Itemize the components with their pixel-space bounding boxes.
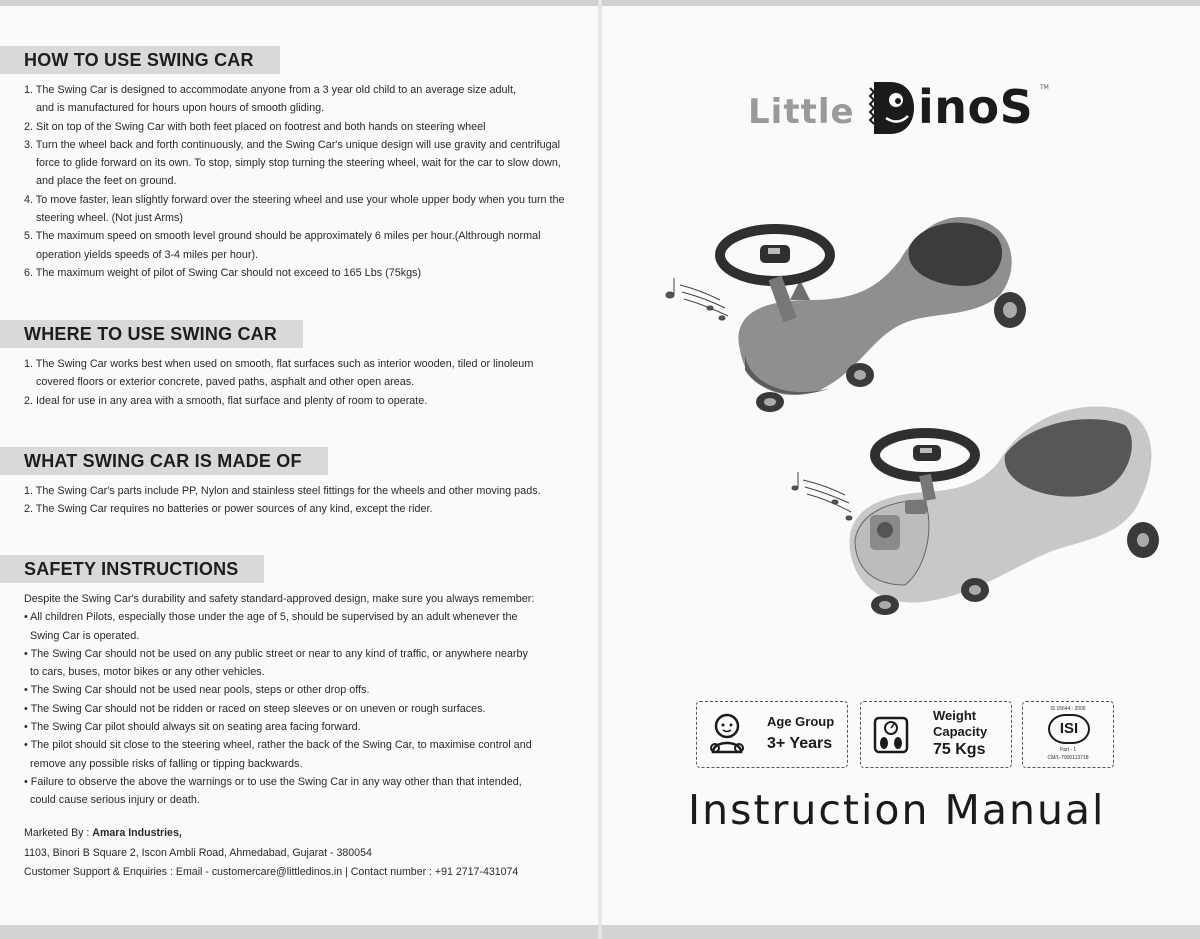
list-item-continuation: covered floors or exterior concrete, paved paths, asphalt and other open areas. [36,376,415,389]
section-heading: HOW TO USE SWING CAR [0,46,280,74]
list-item: • All children Pilots, especially those under the age of 5, should be supervised by an adult whenever the [24,611,518,624]
marketed-label: Marketed By : [24,827,93,839]
instruction-list [24,482,541,519]
logo-inos-text: inoS [918,80,1034,134]
top-edge-left [0,0,598,6]
dino-head-icon [868,78,916,138]
list-item-continuation: remove any possible risks of falling or tipping backwards. [30,757,303,770]
isi-mark: ISI [1048,714,1090,744]
list-item-continuation: steering wheel. (Not just Arms) [36,212,184,225]
weight-label-line2: Capacity [933,724,988,739]
list-item: 4. To move faster, lean slightly forward over the steering wheel and use your whole upper body when you turn the [24,193,565,206]
weight-label-line1: Weight [933,708,977,723]
isi-part: Part - 1 [1059,747,1077,753]
section-heading: SAFETY INSTRUCTIONS [0,555,264,583]
company-name: Amara Industries, [92,827,182,839]
isi-licence-number: CM/L-7900113718 [1047,755,1089,761]
customer-support: Customer Support & Enquiries : Email - customercare@littledinos.in | Contact number : +91 2717-431074 [24,866,519,879]
list-item: 5. The maximum speed on smooth level ground should be approximately 6 miles per hour.(Althrough normal [24,230,541,243]
instruction-list [24,81,565,282]
list-item: 1. The Swing Car works best when used on smooth, flat surfaces such as interior wooden, tiled or linoleum [24,358,534,370]
list-item-continuation: Swing Car is operated. [30,629,140,642]
list-item-continuation: operation yields speeds of 3-4 miles per hour). [36,248,259,261]
list-item: 3. Turn the wheel back and forth continuously, and the Swing Car's unique design will use gravity and centrifugal [24,138,561,151]
list-item-continuation: and is manufactured for hours upon hours of smooth gliding. [36,102,325,115]
section-heading: WHAT SWING CAR IS MADE OF [0,447,328,475]
age-group-badge [696,701,848,768]
marketed-by-line [24,824,518,844]
list-item: 1. The Swing Car's parts include PP, Nylon and stainless steel fittings for the wheels and other moving pads. [24,485,541,497]
age-group-label: Age Group [767,714,835,729]
list-item: 2. Sit on top of the Swing Car with both feet placed on footrest and both hands on steering wheel [24,120,486,133]
how-to-use-section [0,46,565,282]
list-item: • The Swing Car should not be used on any public street or near to any kind of traffic, or anywhere nearby [24,647,528,660]
weight-capacity-value: 75 Kgs [933,741,986,758]
weighing-scale-icon [871,712,911,756]
safety-section [0,555,534,810]
baby-icon [707,712,747,756]
list-item: • The Swing Car should not be ridden or raced on steep sleeves or on uneven or rough surfaces. [24,702,486,715]
swing-car-illustration-front [785,400,1175,620]
manual-title: Instruction Manual [688,786,1106,834]
list-item-continuation: and place the feet on ground. [36,175,177,188]
list-item-continuation: could cause serious injury or death. [30,794,200,807]
weight-capacity-badge [860,701,1012,768]
page-fold [598,0,602,939]
list-item: 2. Ideal for use in any area with a smooth, flat surface and plenty of room to operate. [24,394,428,407]
trademark-mark: TM [1040,84,1049,91]
list-item: 2. The Swing Car requires no batteries or power sources of any kind, except the rider. [24,503,433,516]
list-item: Despite the Swing Car's durability and safety standard-approved design, make sure you always remember: [24,593,535,605]
instruction-list [24,590,534,810]
logo-little-text: Little [748,92,855,132]
bottom-edge-left [0,925,598,939]
top-edge-right [602,0,1200,6]
bottom-edge-right [602,925,1200,939]
isi-certification-badge [1022,701,1114,768]
section-heading: WHERE TO USE SWING CAR [0,320,303,348]
where-to-use-section [0,320,533,410]
age-group-value: 3+ Years [767,735,833,752]
list-item: • The pilot should sit close to the steering wheel, rather the back of the Swing Car, to maximise control and [24,739,532,752]
list-item: 1. The Swing Car is designed to accommodate anyone from a 3 year old child to an average size adult, [24,84,516,96]
made-of-section [0,447,541,519]
list-item: • The Swing Car pilot should always sit on seating area facing forward. [24,721,361,734]
swing-car-illustration-side [650,190,1040,420]
company-address: 1103, Binori B Square 2, Iscon Ambli Road, Ahmedabad, Gujarat - 380054 [24,846,372,859]
list-item: • Failure to observe the above the warnings or to use the Swing Car in any way other than that intended, [24,775,522,788]
list-item: 6. The maximum weight of pilot of Swing Car should not exceed to 165 Lbs (75kgs) [24,266,422,279]
list-item-continuation: to cars, buses, motor bikes or any other vehicles. [30,666,265,679]
isi-standard-number: IS 15644 : 2006 [1050,706,1086,712]
marketed-by-footer [24,824,518,883]
list-item-continuation: force to glide forward on its own. To stop, simply stop turning the steering wheel, wait for the car to slow down, [36,157,561,170]
instruction-list [24,355,533,410]
list-item: • The Swing Car should not be used near pools, steps or other drop offs. [24,684,370,697]
